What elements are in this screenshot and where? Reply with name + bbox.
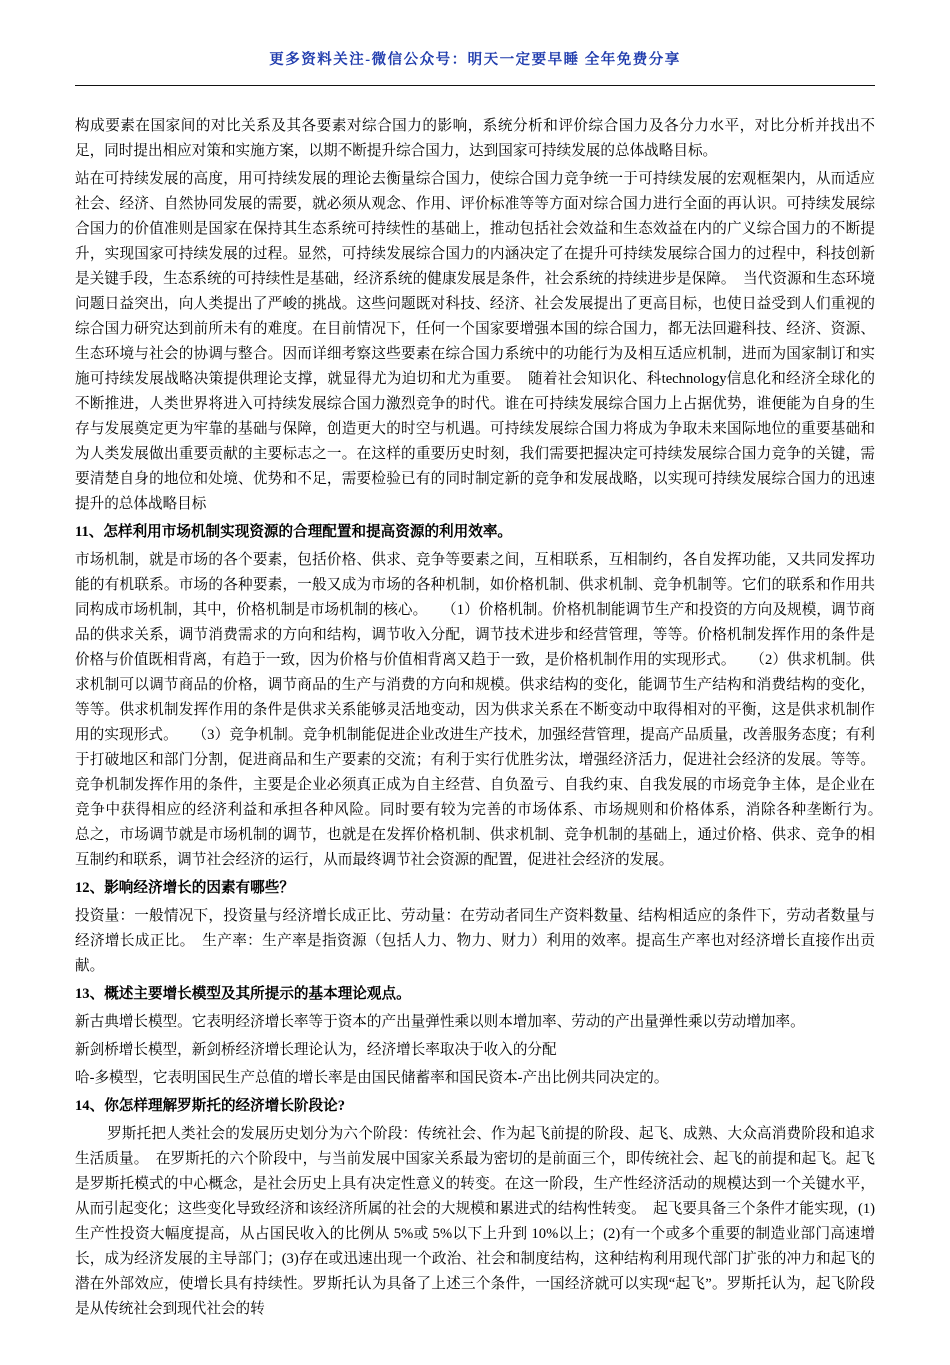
question-text: 影响经济增长的因素有哪些？ <box>104 880 294 896</box>
page-header <box>75 34 875 86</box>
question-heading-12 <box>75 876 875 901</box>
question-text: 概述主要增长模型及其所提示的基本理论观点。 <box>104 986 411 1002</box>
paragraph: 罗斯托把人类社会的发展历史划分为六个阶段：传统社会、作为起飞前提的阶段、起飞、成熟、大众高消费阶段和追求生活质量。 在罗斯托的六个阶段中，与当前发展中国家关系最为密切的是前面三个，即传统社会、起飞的前提和起飞。起飞是罗斯托模式的中心概念，是社会历史上具有决定性意义的转变。在这一阶段，生产性经济活动的规模达到一个关键水平，从而引起变化；这些变化导致经济和该经济所属的社会的大规模和累进式的结构性转变。 起飞要具备三个条件才能实现，(1)生产性投资大幅度提高，从占国民收入的比例从 5%或 5%以下上升到 10%以上；(2)有一个或多个重要的制造业部门高速增长，成为经济发展的主导部门；(3)存在或迅速出现一个政治、社会和制度结构，这种结构利用现代部门扩张的冲力和起飞的潜在外部效应，使增长具有持续性。罗斯托认为具备了上述三个条件，一国经济就可以实现“起飞”。罗斯托认为，起飞阶段是从传统社会到现代社会的转 <box>75 1126 875 1317</box>
header-notice: 更多资料关注-微信公众号：明天一定要早睡 全年免费分享 <box>269 52 681 68</box>
paragraph: 投资量：一般情况下，投资量与经济增长成正比、劳动量：在劳动者同生产资料数量、结构相适应的条件下，劳动者数量与经济增长成正比。 生产率：生产率是指资源（包括人力、物力、财力）利用的效率。提高生产率也对经济增长直接作出贡献。 <box>75 908 875 974</box>
header-divider <box>75 85 875 86</box>
paragraph: 站在可持续发展的高度，用可持续发展的理论去衡量综合国力，使综合国力竞争统一于可持续发展的宏观框架内，从而适应社会、经济、自然协同发展的需要，就必须从观念、作用、评价标准等等方面对综合国力进行全面的再认识。可持续发展综合国力的价值准则是国家在保持其生态系统可持续性的基础上，推动包括社会效益和生态效益在内的广义综合国力的不断提升，实现国家可持续发展的过程。显然，可持续发展综合国力的内涵决定了在提升可持续发展综合国力的过程中，科技创新是关键手段，生态系统的可持续性是基础，经济系统的健康发展是条件，社会系统的持续进步是保障。 当代资源和生态环境问题日益突出，向人类提出了严峻的挑战。这些问题既对科技、经济、社会发展提出了更高目标，也使日益受到人们重视的综合国力研究达到前所未有的难度。在目前情况下，任何一个国家要增强本国的综合国力，都无法回避科技、经济、资源、生态环境与社会的协调与整合。因而详细考察这些要素在综合国力系统中的功能行为及相互适应机制，进而为国家制订和实施可持续发展战略决策提供理论支撑，就显得尤为迫切和尤为重要。 随着社会知识化、科technology信息化和经济全球化的不断推进，人类世界将进入可持续发展综合国力激烈竞争的时代。谁在可持续发展综合国力上占据优势，谁便能为自身的生存与发展奠定更为牢靠的基础与保障，创造更大的时空与机遇。可持续发展综合国力将成为争取未来国际地位的重要基础和为人类发展做出重要贡献的主要标志之一。在这样的重要历史时刻，我们需要把握决定可持续发展综合国力竞争的关键，需要清楚自身的地位和处境、优势和不足，需要检验已有的同时制定新的竞争和发展战略，以实现可持续发展综合国力的迅速提升的总体战略目标 <box>75 171 875 512</box>
paragraph: 哈-多模型，它表明国民生产总值的增长率是由国民储蓄率和国民资本-产出比例共同决定的。 <box>75 1070 669 1086</box>
paragraph: 新古典增长模型。它表明经济增长率等于资本的产出量弹性乘以则本增加率、劳动的产出量弹性乘以劳动增加率。 <box>75 1014 805 1030</box>
question-heading-11 <box>75 520 875 545</box>
question-heading-13 <box>75 982 875 1007</box>
question-number: 12、 <box>75 880 105 896</box>
paragraph: 新剑桥增长模型，新剑桥经济增长理论认为，经济增长率取决于收入的分配 <box>75 1042 557 1058</box>
question-heading-14 <box>75 1094 875 1119</box>
paragraph: 市场机制，就是市场的各个要素，包括价格、供求、竞争等要素之间，互相联系，互相制约，各自发挥功能，又共同发挥功能的有机联系。市场的各种要素，一般又成为市场的各种机制，如价格机制、供求机制、竞争机制等。它们的联系和作用共同构成市场机制，其中，价格机制是市场机制的核心。 （1）价格机制。价格机制能调节生产和投资的方向及规模，调节商品的供求关系，调节消费需求的方向和结构，调节收入分配，调节技术进步和经营管理，等等。价格机制发挥作用的条件是价格与价值既相背离，有趋于一致，因为价格与价值相背离又趋于一致，是价格机制作用的实现形式。 （2）供求机制。供求机制可以调节商品的价格，调节商品的生产与消费的方向和规模。供求结构的变化，能调节生产结构和消费结构的变化，等等。供求机制发挥作用的条件是供求关系能够灵活地变动，因为供求关系在不断变动中取得相对的平衡，这是供求机制作用的实现形式。 （3）竞争机制。竞争机制能促进企业改进生产技术，加强经营管理，提高产品质量，改善服务态度；有利于打破地区和部门分割，促进商品和生产要素的交流；有利于实行优胜劣汰，增强经济活力，促进社会经济的发展。等等。竞争机制发挥作用的条件，主要是企业必须真正成为自主经营、自负盈亏、自我约束、自我发展的市场竞争主体，是企业在竞争中获得相应的经济利益和承担各种风险。同时要有较为完善的市场体系、市场规则和价格体系，消除各种垄断行为。 总之，市场调节就是市场机制的调节，也就是在发挥价格机制、供求机制、竞争机制的基础上，通过价格、供求、竞争的相互制约和联系，调节社会经济的运行，从而最终调节社会资源的配置，促进社会经济的发展。 <box>75 552 905 868</box>
question-number: 11、 <box>75 524 104 540</box>
paragraph: 构成要素在国家间的对比关系及其各要素对综合国力的影响，系统分析和评价综合国力及各分力水平，对比分析并找出不足，同时提出相应对策和实施方案，以期不断提升综合国力，达到国家可持续发展的总体战略目标。 <box>75 118 875 159</box>
question-number: 14、 <box>75 1098 105 1114</box>
question-text: 你怎样理解罗斯托的经济增长阶段论? <box>104 1098 346 1114</box>
question-number: 13、 <box>75 986 105 1002</box>
document-body <box>75 114 905 1322</box>
question-text: 怎样利用市场机制实现资源的合理配置和提高资源的利用效率。 <box>103 524 513 540</box>
